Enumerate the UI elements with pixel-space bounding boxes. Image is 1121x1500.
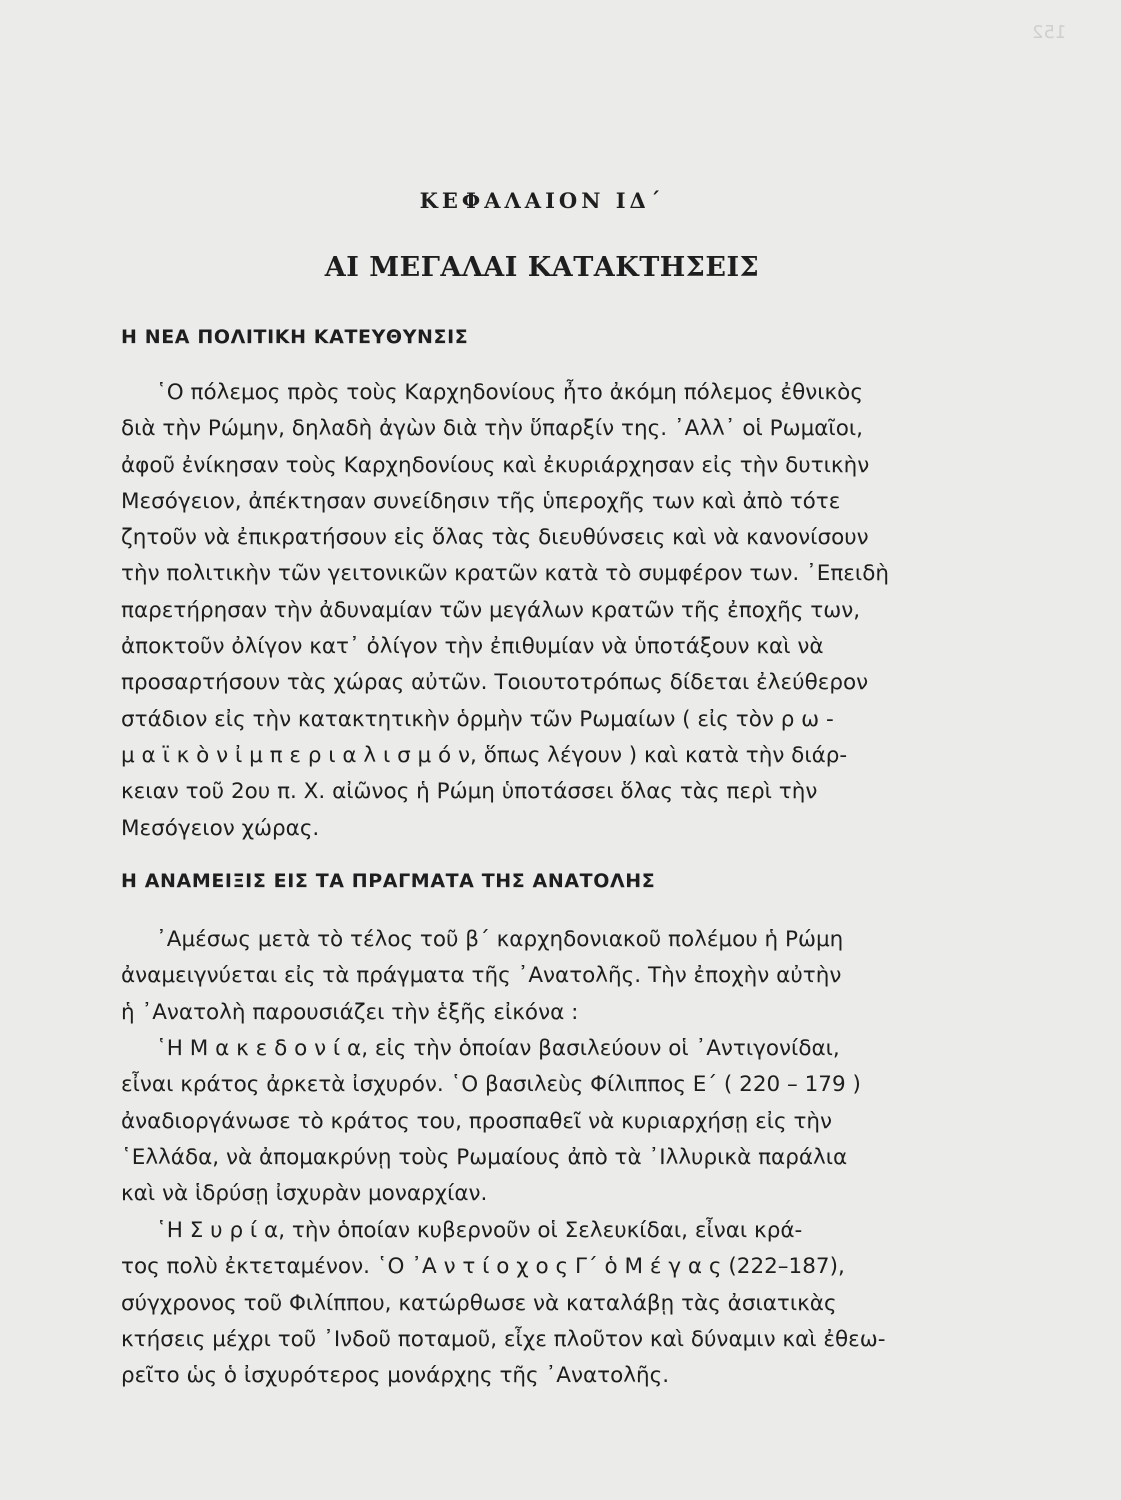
- paragraph-new-policy: [121, 375, 963, 847]
- text-line: ἀφοῦ ἐνίκησαν τοὺς Καρχηδονίους καὶ ἐκυριάρχησαν εἰς τὴν δυτικὴν: [121, 452, 870, 478]
- text-line: μ α ϊ κ ὸ ν ἰ μ π ε ρ ι α λ ι σ μ ό ν, ὅπως λέγουν ) καὶ κατὰ τὴν διάρ-: [121, 742, 848, 768]
- page-number: 152: [1031, 22, 1066, 43]
- text-line: ῾Η Σ υ ρ ί α, τὴν ὁποίαν κυβερνοῦν οἱ Σελευκίδαι, εἶναι κρά-: [156, 1218, 803, 1243]
- section-heading-east-involvement: Η ΑΝΑΜΕΙΞΙΣ ΕΙΣ ΤΑ ΠΡΑΓΜΑΤΑ ΤΗΣ ΑΝΑΤΟΛΗΣ: [121, 870, 656, 892]
- text-line: στάδιον εἰς τὴν κατακτητικὴν ὁρμὴν τῶν Ρωμαίων ( εἰς τὸν ρ ω -: [121, 706, 834, 732]
- chapter-label: ΚΕΦΑΛΑΙΟΝ ΙΔ΄: [419, 188, 665, 213]
- text-line: Μεσόγειον, ἀπέκτησαν συνείδησιν τῆς ὑπεροχῆς των καὶ ἀπὸ τότε: [121, 488, 841, 514]
- text-line: τος πολὺ ἐκτεταμένον. ῾Ο ᾽Α ν τ ί ο χ ο ς Γ΄ ὁ Μ έ γ α ς (222–187),: [121, 1254, 845, 1280]
- text-line: ζητοῦν νὰ ἐπικρατήσουν εἰς ὅλας τὰς διευθύνσεις καὶ νὰ κανονίσουν: [121, 525, 869, 551]
- text-line: εἶναι κράτος ἀρκετὰ ἰσχυρόν. ῾Ο βασιλεὺς Φίλιππος Ε΄ ( 220 – 179 ): [121, 1072, 861, 1098]
- text-line: διὰ τὴν Ρώμην, δηλαδὴ ἀγὼν διὰ τὴν ὕπαρξίν της. ᾽Αλλ᾽ οἱ Ρωμαῖοι,: [121, 416, 863, 442]
- chapter-title: ΑΙ ΜΕΓΑΛΑΙ ΚΑΤΑΚΤΗΣΕΙΣ: [324, 252, 760, 283]
- text-line: ἀποκτοῦν ὀλίγον κατ᾽ ὀλίγον τὴν ἐπιθυμίαν νὰ ὑποτάξουν καὶ νὰ: [121, 634, 824, 660]
- bleed-through-texture: [100, 40, 980, 160]
- text-line: ρεῖτο ὡς ὁ ἰσχυρότερος μονάρχης τῆς ᾽Ανατολῆς.: [121, 1363, 670, 1389]
- text-line: Μεσόγειον χώρας.: [121, 815, 320, 841]
- section-heading-new-policy: Η ΝΕΑ ΠΟΛΙΤΙΚΗ ΚΑΤΕΥΘΥΝΣΙΣ: [121, 326, 469, 348]
- text-line: ῾Η Μ α κ ε δ ο ν ί α, εἰς τὴν ὁποίαν βασιλεύουν οἱ ᾽Αντιγονίδαι,: [156, 1036, 840, 1061]
- text-line: προσαρτήσουν τὰς χώρας αὐτῶν. Τοιουτοτρόπως δίδεται ἐλεύθερον: [121, 670, 869, 696]
- text-line: σύγχρονος τοῦ Φιλίππου, κατώρθωσε νὰ καταλάβῃ τὰς ἀσιατικὰς: [121, 1290, 837, 1316]
- text-line: τὴν πολιτικὴν τῶν γειτονικῶν κρατῶν κατὰ τὸ συμφέρον των. ᾽Επειδὴ: [121, 561, 889, 587]
- text-line: ῾Ελλάδα, νὰ ἀπομακρύνῃ τοὺς Ρωμαίους ἀπὸ τὰ ᾽Ιλλυρικὰ παράλια: [121, 1144, 848, 1170]
- text-line: ἀναμειγνύεται εἰς τὰ πράγματα τῆς ᾽Ανατολῆς. Τὴν ἐποχὴν αὐτὴν: [121, 963, 842, 989]
- text-line: κειαν τοῦ 2ου π. Χ. αἰῶνος ἡ Ρώμη ὑποτάσσει ὅλας τὰς περὶ τὴν: [121, 779, 818, 805]
- text-line: ᾽Αμέσως μετὰ τὸ τέλος τοῦ β΄ καρχηδονιακοῦ πολέμου ἡ Ρώμη: [156, 927, 844, 952]
- paragraph-macedonia: [121, 1031, 963, 1212]
- text-line: ἀναδιοργάνωσε τὸ κράτος του, προσπαθεῖ νὰ κυριαρχήσῃ εἰς τὴν: [121, 1108, 833, 1134]
- paragraph-syria: [121, 1213, 963, 1394]
- text-line: παρετήρησαν τὴν ἀδυναμίαν τῶν μεγάλων κρατῶν τῆς ἐποχῆς των,: [121, 597, 861, 623]
- text-line: ἡ ᾽Ανατολὴ παρουσιάζει τὴν ἑξῆς εἰκόνα :: [121, 999, 579, 1025]
- text-line: ῾Ο πόλεμος πρὸς τοὺς Καρχηδονίους ἦτο ἀκόμη πόλεμος ἐθνικὸς: [156, 380, 863, 405]
- paragraph-east-intro: [121, 922, 963, 1031]
- text-line: καὶ νὰ ἱδρύσῃ ἰσχυρὰν μοναρχίαν.: [121, 1181, 488, 1207]
- text-line: κτήσεις μέχρι τοῦ ᾽Ινδοῦ ποταμοῦ, εἶχε πλοῦτον καὶ δύναμιν καὶ ἐθεω-: [121, 1326, 886, 1352]
